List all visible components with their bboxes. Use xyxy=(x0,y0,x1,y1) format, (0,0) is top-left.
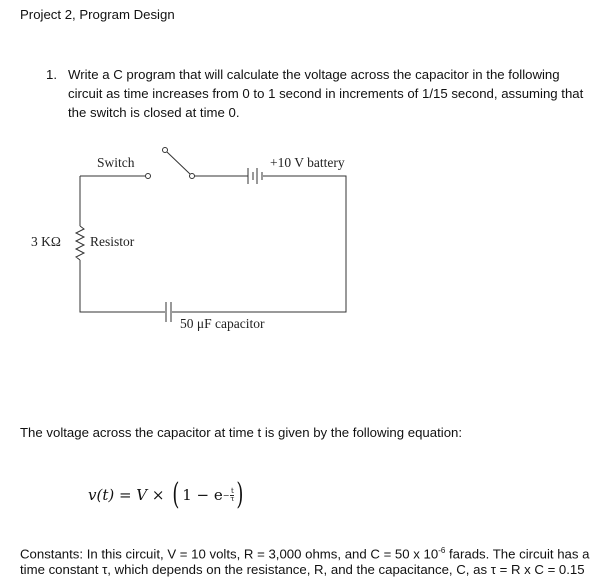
resistance-label: 3 KΩ xyxy=(31,234,61,249)
equation-intro: The voltage across the capacitor at time t is given by the following equation: xyxy=(20,425,463,440)
constants-text: Constants: In this circuit, V = 10 volts, R = 3,000 ohms, and C = 50 x 10 xyxy=(20,546,439,562)
battery-icon xyxy=(248,168,262,184)
exponent: -6 xyxy=(438,546,446,555)
paren-close: ) xyxy=(236,477,244,512)
capacitor-label: 50 μF capacitor xyxy=(180,316,265,331)
exp-sign: − xyxy=(222,490,230,500)
exp-num: t xyxy=(230,486,234,495)
document-title: Project 2, Program Design xyxy=(20,7,175,22)
exp-den: τ xyxy=(230,494,235,503)
question-line-3: the switch is closed at time 0. xyxy=(68,105,240,120)
switch-terminal xyxy=(146,174,151,179)
constants-text-end: farads. The circuit has a xyxy=(445,546,590,562)
equation-body: 1 − e xyxy=(182,486,223,504)
switch-terminal xyxy=(163,148,168,153)
exponent-fraction xyxy=(230,488,234,503)
switch-lever xyxy=(167,152,190,174)
resistor-label: Resistor xyxy=(90,234,135,249)
battery-label: +10 V battery xyxy=(270,155,345,170)
paren-open: ( xyxy=(172,477,180,512)
resistor-icon xyxy=(76,226,84,260)
capacitor-icon xyxy=(166,302,171,322)
switch-terminal xyxy=(190,174,195,179)
question-line-1: Write a C program that will calculate the voltage across the capacitor in the following xyxy=(68,67,560,82)
switch-label: Switch xyxy=(97,155,135,170)
question-number: 1. xyxy=(46,67,57,82)
constants-line-2: time constant τ, which depends on the resistance, R, and the capacitance, C, as τ = R x C = 0.15 xyxy=(20,562,585,577)
question-line-2: circuit as time increases from 0 to 1 second in increments of 1/15 second, assuming that xyxy=(68,86,584,101)
equation-lhs: v(t) = V × xyxy=(88,486,165,504)
voltage-equation xyxy=(88,477,246,512)
